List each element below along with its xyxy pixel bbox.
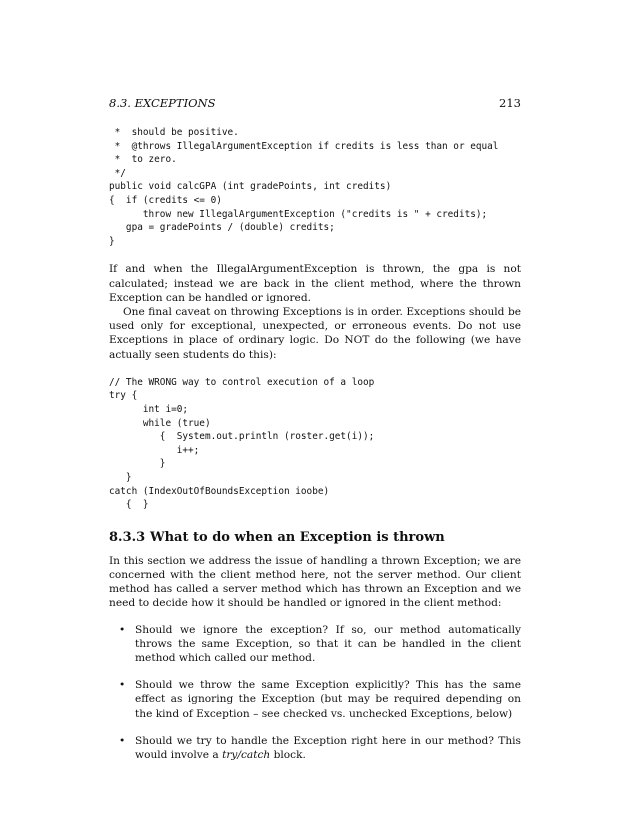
list-item-text: Should we throw the same Exception explicitly? This has the same effect as ignoring the Exception (but may be required depending on the kind of Exception – see checked vs. unchecked Exceptions, below) [135, 679, 521, 720]
list-item-text: Should we try to handle the Exception right here in our method? This would involve a [135, 734, 521, 761]
paragraph-final-caveat: One final caveat on throwing Exceptions is in order. Exceptions should be used only for exceptional, unexpected, or erroneous events. Do not use Exceptions in place of ordinary logic. Do NOT do the following (we have actually seen students do this): [109, 305, 521, 361]
code-block-wrong-loop: // The WRONG way to control execution of a loop try { int i=0; while (true) { System.out.println (roster.get(i)); i++; } } catch (IndexOutOfBoundsException ioobe) { } [109, 376, 375, 511]
emphasis-try-catch: try/catch [222, 748, 271, 761]
running-header [109, 96, 521, 112]
bullet-list [109, 623, 521, 763]
list-item [109, 623, 521, 666]
page-number: 213 [499, 96, 521, 110]
page [109, 96, 521, 775]
list-item-text: Should we ignore the exception? If so, our method automatically throws the same Exception, so that it can be handled in the client method which called our method. [135, 623, 521, 664]
bullet-marker: • [119, 623, 126, 636]
paragraph-exception-thrown: If and when the IllegalArgumentException is thrown, the gpa is not calculated; instead we are back in the client method, where the thrown Exception can be handled or ignored. [109, 263, 521, 304]
subsection-number: 8.3.3 [109, 529, 146, 545]
subsection-title: What to do when an Exception is thrown [150, 529, 445, 545]
section-heading: 8.3. EXCEPTIONS [109, 96, 216, 110]
bullet-marker: • [119, 679, 126, 692]
paragraph-handling-intro: In this section we address the issue of handling a thrown Exception; we are concerned with the client method here, not the server method. Our client method has called a server method which has thrown an Exception and we need to decide how it should be handled or ignored in the client method: [109, 554, 521, 610]
list-item-text-end: block. [270, 748, 306, 761]
bullet-marker: • [119, 734, 126, 747]
subsection-heading [109, 530, 521, 546]
list-item [109, 734, 521, 762]
code-block-calcgpa: * should be positive. * @throws IllegalArgumentException if credits is less than or equal * to zero. */ public void calcGPA (int gradePoints, int credits) { if (credits <= 0) throw new IllegalArgumentException ("credits is " + credits); gpa = gradePoints / (double) credits; } [109, 127, 499, 247]
list-item [109, 678, 521, 721]
